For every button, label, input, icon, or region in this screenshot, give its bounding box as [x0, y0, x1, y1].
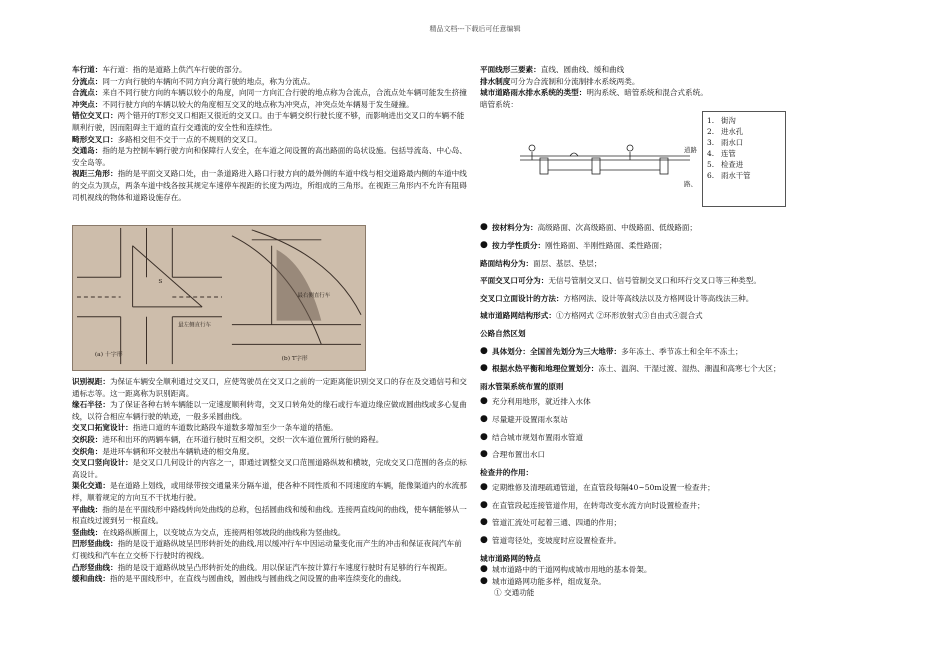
bullet-text: 充分利用地形，就近排入水体 — [492, 397, 591, 407]
term-text: 在线路纵断面上，以变坡点为交点，连接两相邻坡段的曲线称为竖曲线。 — [102, 527, 346, 537]
term-text: 面层、基层、垫层； — [533, 258, 602, 268]
term-label: 具体划分：全国首先划分为三大地带： — [492, 346, 622, 356]
definition-item — [72, 562, 468, 574]
definition-item — [72, 504, 468, 527]
term-text: 指的是在平面线形中路线转向处曲线的总称，包括圆曲线和缓和曲线。连接两直线间的曲线，使车辆能够从一根直线过渡到另一根直线。 — [72, 504, 467, 526]
term-label: 按力学性质分： — [492, 240, 546, 250]
definition-item — [72, 538, 468, 561]
term-label: 交叉口立面设计的方法： — [480, 293, 564, 303]
side-label-road-2: 路、 — [684, 180, 697, 188]
term-text: 是交叉口几何设计的内容之一，即通过调整交叉口范围道路纵坡和横坡，完成交叉口范围的各点的标高设计。 — [72, 458, 467, 479]
figure-label-a: (a) 十字形 — [94, 351, 123, 359]
layout-principle-bullet — [480, 449, 810, 461]
term-text: 为了保证各种右转车辆能以一定速度顺利转弯，交叉口转角处的缘石或行车道边缘应做成圆曲线或多心复曲线，以符合相应车辆行驶的轨迹，一般多采圆曲线。 — [72, 400, 467, 421]
term-text: 指进口道的车道数比路段车道数多增加至少一条车道的措施。 — [132, 423, 338, 433]
term-text: 无信号管制交叉口、信号管制交叉口和环行交叉口等三种类型。 — [548, 276, 761, 286]
term-text: 为保证车辆安全顺利通过交叉口，应使驾驶员在交叉口之前的一定距离能识别交叉口的存在及交通信号和交通标志等。这一距离称为识别距离。 — [72, 377, 467, 398]
term-text: 高级路面、次高级路面、中级路面、低级路面； — [537, 223, 698, 233]
legend-number: 6. — [707, 171, 715, 180]
definition-item — [72, 527, 468, 539]
legend-number: 1. — [707, 116, 715, 125]
term-label: 按材料分为： — [492, 223, 538, 233]
right-definition-line — [480, 293, 810, 305]
term-label: 识别视距： — [72, 377, 110, 386]
bullet-content — [492, 240, 667, 252]
legend-item — [707, 126, 781, 137]
legend-number: 5. — [707, 160, 715, 169]
section-title-road-network: 城市道路网的特点 — [480, 553, 541, 563]
term-text: 直线、圆曲线、缓和曲线 — [540, 65, 625, 74]
term-label: 车行道： — [72, 65, 103, 74]
definition-item — [72, 87, 468, 99]
legend-text: 进水孔 — [721, 127, 744, 136]
term-text: 冻土、温润、干湿过渡、湿热、潮温和高寒七个大区； — [598, 364, 781, 374]
bullet-dot-icon: ● — [480, 449, 488, 460]
term-label: 交织段： — [72, 434, 103, 444]
manhole-function-bullet — [480, 517, 810, 529]
bullet-dot-icon: ● — [480, 517, 488, 528]
bullet-text: 管道弯径处，变坡度时应设置检查井。 — [492, 536, 622, 546]
bullet-dot-icon: ● — [480, 345, 488, 356]
definition-item — [72, 399, 468, 422]
term-text: 同一方向行驶的车辆向不同方向分离行驶的地点，称为分流点。 — [102, 76, 315, 86]
right-definition-line — [480, 275, 810, 287]
bullet-dot-icon: ● — [480, 431, 488, 442]
term-text: 两个错开的T形交叉口相距又很近的交叉口。由于车辆交织行驶长度不够，而影响进出交叉口的车辆不能顺利行驶，因而阻碍主干道的直行交通流的安全性和连续性。 — [72, 111, 465, 132]
layout-principle-bullet — [480, 432, 810, 444]
definition-item — [72, 480, 468, 503]
classification-bullet — [480, 240, 810, 252]
term-label: 错位交叉口： — [72, 111, 118, 121]
term-label: 城市道路雨水排水系统的类型： — [480, 88, 587, 98]
bullet-content — [492, 363, 781, 375]
figure-note-left-lane: 最左侧直行车 — [178, 322, 212, 329]
bullet-dot-icon: ● — [480, 239, 488, 250]
term-text: 刚性路面、半刚性路面、柔性路面； — [545, 240, 667, 250]
term-label: 平面线形三要素： — [480, 65, 541, 74]
right-top-line — [480, 99, 810, 111]
term-text: 指的是平面线形中，在直线与圆曲线，圆曲线与圆曲线之间设置的曲率连续变化的曲线。 — [109, 574, 407, 584]
right-top-line — [480, 64, 810, 76]
term-label: 排水制度 — [480, 76, 511, 86]
legend-item — [707, 137, 781, 148]
layout-principle-bullet — [480, 414, 810, 426]
term-text: 多年冻土、季节冻土和全年不冻土； — [621, 346, 743, 356]
classification-bullet — [480, 222, 810, 234]
term-text: 明沟系统、暗管系统和混合式系统。 — [586, 88, 708, 98]
bullet-text: 管道汇流处可起着三通、四通的作用； — [492, 518, 622, 528]
term-text: 方格网法、设计等高线法以及方格网设计等高线法三种。 — [563, 293, 754, 303]
bullet-dot-icon: ● — [480, 363, 488, 374]
right-definition-line — [480, 258, 810, 270]
manhole-function-bullet — [480, 535, 810, 547]
term-label: 分流点： — [72, 76, 103, 86]
drainage-legend — [702, 111, 786, 207]
legend-item — [707, 170, 781, 181]
definition-item — [72, 422, 468, 434]
term-label: 凹形竖曲线： — [72, 539, 118, 549]
term-label: 平面交叉口可分为： — [480, 276, 549, 286]
term-text: 指的是设于道路纵坡呈凸形转折处的曲线。用以保证汽车按计算行车速度行驶时有足够的行车视距。 — [117, 562, 452, 572]
definition-item — [72, 145, 468, 168]
legend-text: 街沟 — [721, 116, 736, 125]
term-text: 可分为合流制和分流制排水系统两类。 — [510, 76, 640, 86]
term-text: 指的是为控制车辆行驶方向和保障行人安全，在车道之间设置的高出路面的岛状设施。包括导流岛、中心岛、安全岛等。 — [72, 146, 467, 167]
term-text: 来自不同行驶方向的车辆以较小的角度，向同一方向汇合行驶的地点称为合流点，合流点处车辆可能发生挤撞 — [102, 88, 467, 98]
term-label: 交叉口拓宽设计： — [72, 423, 133, 433]
definition-item — [72, 376, 468, 399]
term-label: 畸形交叉口： — [72, 134, 118, 144]
bullet-dot-icon: ● — [480, 482, 488, 493]
legend-text: 检查进 — [721, 160, 744, 169]
term-label: 路面结构分为： — [480, 258, 534, 268]
term-label: 冲突点： — [72, 99, 103, 109]
definition-item — [72, 64, 468, 76]
term-label: 根据水热平衡和地理位置划分： — [492, 364, 599, 374]
bullet-dot-icon: ● — [480, 499, 488, 510]
right-definition-line — [480, 310, 810, 322]
definition-item — [72, 168, 468, 203]
definition-item — [72, 110, 468, 133]
figure-s-label: S — [158, 278, 163, 286]
term-text: 是进环车辆和环交驶出车辆轨迹的相交角度。 — [102, 446, 255, 456]
legend-text: 雨水干管 — [721, 171, 751, 180]
definition-item — [72, 434, 468, 446]
term-label: 交织角： — [72, 446, 103, 456]
definition-item — [72, 457, 468, 480]
bullet-dot-icon: ● — [480, 564, 488, 575]
bullet-text: 尽量避开设置雨水泵站 — [492, 414, 568, 424]
section-title-manhole: 检查井的作用： — [480, 467, 534, 477]
term-text: 指的是设于道路纵坡呈凹形转折处的曲线,用以缓冲行车中因运动量变化而产生的冲击和保证夜间汽车前灯视线和汽车在立交桥下行驶时的视线。 — [72, 539, 462, 560]
layout-principle-bullet — [480, 396, 810, 408]
zoning-bullet — [480, 346, 810, 358]
term-text: 是在道路上划线，或用绿带按交通量来分隔车道，使各种不同性质和不同速度的车辆，能像渠道内的水流那样，顺着规定的方向互不干扰地行驶。 — [72, 481, 467, 502]
legend-item — [707, 148, 781, 159]
term-text: ①方格网式 ②环形放射式③自由式④混合式 — [555, 311, 703, 321]
sight-triangle-figure — [72, 225, 366, 371]
side-label-road: 道路 — [684, 146, 697, 154]
right-top-line — [480, 76, 810, 88]
sight-triangle-drawing — [73, 226, 365, 370]
bullet-dot-icon: ● — [480, 222, 488, 233]
term-text: 暗管系统： — [480, 99, 518, 109]
bullet-dot-icon: ● — [480, 535, 488, 546]
legend-item — [707, 115, 781, 126]
right-definition-line — [480, 328, 810, 340]
manhole-function-bullet — [480, 500, 810, 512]
term-label: 交叉口竖向设计： — [72, 458, 133, 468]
definition-item — [72, 573, 468, 585]
term-label: 缘石半径： — [72, 400, 110, 410]
bullet-text: 城市道路中的干道网构成城市用地的基本骨架。 — [492, 565, 652, 575]
definition-item — [72, 446, 468, 458]
bullet-dot-icon: ● — [480, 413, 488, 424]
legend-number: 3. — [707, 138, 715, 147]
bullet-text: 合理布置出水口 — [492, 450, 546, 460]
road-network-bullet — [480, 576, 810, 588]
term-label: 交通岛： — [72, 146, 103, 156]
left-column-bottom — [72, 376, 468, 585]
bullet-text: 在直管段起连接管道作用，在转弯改变水流方向时设置检查井； — [492, 500, 705, 510]
legend-number: 2. — [707, 127, 715, 136]
figure-note-right-lane: 最右侧直行车 — [297, 293, 331, 300]
term-text: 指的是平面交叉路口处，由一条道路进入路口行驶方向的最外侧的车道中线与相交道路最内侧的车道中线的交点为顶点，两条车道中线各按其规定车速停车视距的长度为两边，所组成的三角形。在视距三角形内不允许有阻碍司机视线的物体和道路设施存在。 — [72, 169, 467, 202]
legend-text: 连管 — [721, 149, 736, 158]
term-label: 公路自然区划 — [480, 328, 526, 338]
legend-item — [707, 159, 781, 170]
term-label: 凸形竖曲线： — [72, 562, 118, 572]
bullet-content — [492, 222, 697, 234]
page-header: 精品文档---下载后可任意编辑 — [429, 25, 521, 33]
definition-item — [72, 99, 468, 111]
term-label: 合流点： — [72, 88, 103, 98]
bullet-dot-icon: ● — [480, 396, 488, 407]
bullet-dot-icon: ● — [480, 575, 488, 586]
definition-item — [72, 134, 468, 146]
road-network-bullet — [480, 564, 810, 576]
legend-text: 雨水口 — [721, 138, 744, 147]
term-text: 车行道：指的是道路上供汽车行驶的部分。 — [102, 65, 247, 74]
term-text: 多路相交但不交于一点的不规则的交叉口。 — [117, 134, 262, 144]
term-text: 不同行驶方向的车辆以较大的角度相互交叉的地点称为冲突点，冲突点处车辆易于发生碰撞。 — [102, 99, 414, 109]
term-label: 城市道路网结构形式： — [480, 311, 556, 321]
bullet-text: 定期维修及清理疏通管道，在直管段每隔40~50m设置一检查井； — [492, 483, 715, 493]
left-column-top — [72, 64, 468, 203]
term-label: 视距三角形： — [72, 169, 118, 179]
term-label: 渠化交通： — [72, 481, 110, 491]
manhole-function-bullet — [480, 482, 810, 494]
figure-label-b: (b) T字形 — [281, 355, 308, 363]
definition-item — [72, 76, 468, 88]
term-label: 平曲线： — [72, 504, 103, 514]
road-network-subitem: ① 交通功能 — [494, 588, 535, 598]
bullet-content — [492, 346, 743, 358]
section-title-rainwater-layout: 雨水管渠系统布置的原则 — [480, 381, 564, 391]
term-label: 缓和曲线： — [72, 574, 110, 584]
bullet-text: 城市道路网功能多样，组成复杂。 — [492, 576, 606, 586]
term-label: 竖曲线： — [72, 527, 103, 537]
zoning-bullet — [480, 363, 810, 375]
bullet-text: 结合城市规划布置雨水管道 — [492, 432, 584, 442]
term-text: 进环和出环的两辆车辆，在环道行驶时互相交织，交织一次车道位置所行驶的路程。 — [102, 434, 384, 444]
right-top-line — [480, 87, 810, 99]
legend-number: 4. — [707, 149, 715, 158]
